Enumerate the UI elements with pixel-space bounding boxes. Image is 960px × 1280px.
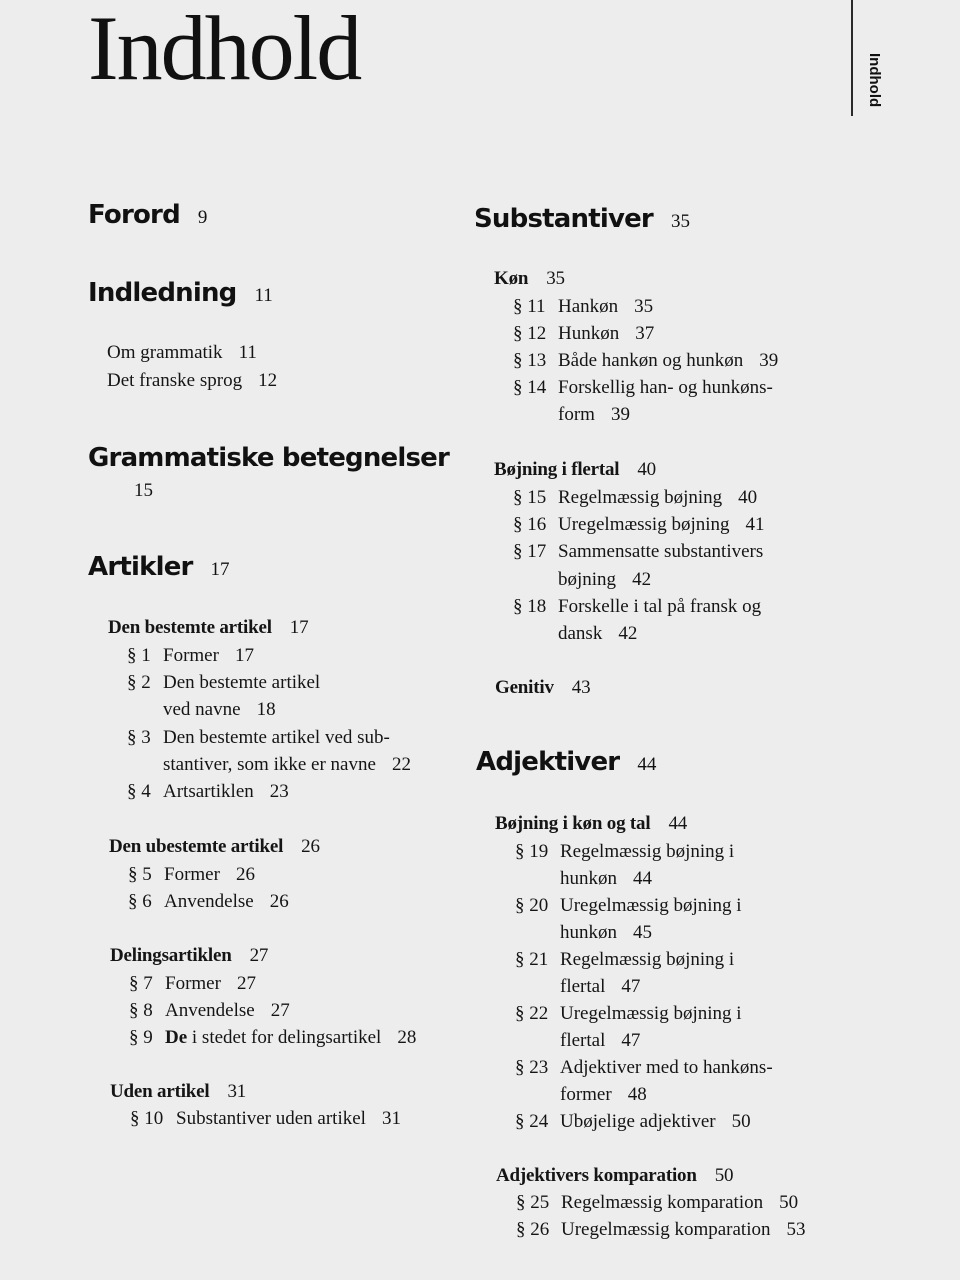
page-number: 18 <box>256 699 276 720</box>
section-kon-og-tal[interactable]: Bøjning i køn og tal 44 <box>495 813 688 834</box>
toc-item[interactable]: § 17 Sammensatte substantivers <box>513 541 764 562</box>
chapter-title: Artikler <box>88 552 193 582</box>
toc-item[interactable]: Om grammatik 11 <box>107 342 257 363</box>
toc-item[interactable]: § 24 Ubøjelige adjektiver 50 <box>515 1111 751 1132</box>
chapter-artikler[interactable] <box>88 552 230 582</box>
page-number: 35 <box>546 268 565 289</box>
page-number: 37 <box>635 323 655 344</box>
chapter-title: Grammatiske betegnelser <box>88 443 450 473</box>
toc-item[interactable]: § 11 Hankøn 35 <box>513 296 654 317</box>
toc-item[interactable]: § 2 Den bestemte artikel <box>127 672 321 693</box>
page-number: 35 <box>634 296 654 317</box>
toc-item-continued: bøjning 42 <box>558 569 652 590</box>
page-number: 9 <box>197 207 208 228</box>
toc-item[interactable]: § 13 Både hankøn og hunkøn 39 <box>513 350 779 371</box>
toc-item[interactable]: § 6 Anvendelse 26 <box>128 891 289 912</box>
page-number: 47 <box>621 976 641 997</box>
page-number: 50 <box>779 1192 799 1213</box>
page-number: 28 <box>397 1027 417 1048</box>
toc-item[interactable]: § 10 Substantiver uden artikel 31 <box>130 1108 401 1129</box>
page-number: 44 <box>668 813 688 834</box>
chapter-title: Adjektiver <box>476 747 620 777</box>
toc-item-continued: stantiver, som ikke er navne 22 <box>163 754 411 775</box>
section-bestemte-artikel[interactable]: Den bestemte artikel 17 <box>108 617 309 638</box>
page-number: 27 <box>236 973 256 994</box>
page-number: 40 <box>637 459 656 480</box>
page-number: 48 <box>627 1084 647 1105</box>
page-number: 50 <box>714 1165 734 1186</box>
toc-item[interactable]: Det franske sprog 12 <box>107 370 278 391</box>
section-kon[interactable]: Køn 35 <box>494 268 565 289</box>
page-number: 26 <box>301 836 320 857</box>
toc-item[interactable]: § 15 Regelmæssig bøjning 40 <box>513 487 758 508</box>
page-number: 27 <box>249 945 269 966</box>
page-number: 50 <box>731 1111 751 1132</box>
page-number: 17 <box>289 617 309 638</box>
page-number: 17 <box>210 559 230 580</box>
page-number: 44 <box>637 754 657 775</box>
page-number: 42 <box>632 569 652 590</box>
page-number: 17 <box>234 645 254 666</box>
page-number: 45 <box>633 922 652 943</box>
page-title: Indhold <box>88 0 361 99</box>
section-delingsartiklen[interactable]: Delingsartiklen 27 <box>110 945 269 966</box>
toc-item-continued: form 39 <box>558 404 630 425</box>
section-ubestemte-artikel[interactable]: Den ubestemte artikel 26 <box>109 836 320 857</box>
toc-item-continued: ved navne 18 <box>163 699 276 720</box>
page-number: 35 <box>670 211 690 232</box>
page-number: 11 <box>254 285 273 306</box>
toc-item[interactable]: § 18 Forskelle i tal på fransk og <box>513 596 762 617</box>
chapter-indledning[interactable] <box>88 278 273 308</box>
toc-item[interactable]: § 20 Uregelmæssig bøjning i <box>515 895 742 916</box>
page-number: 39 <box>610 404 630 425</box>
toc-item[interactable]: § 5 Former 26 <box>128 864 255 885</box>
chapter-forord[interactable] <box>88 200 207 230</box>
page-number: 44 <box>633 868 652 889</box>
toc-item-continued: hunkøn 44 <box>560 868 652 889</box>
section-flertal[interactable]: Bøjning i flertal 40 <box>494 459 656 480</box>
toc-item[interactable]: § 25 Regelmæssig komparation 50 <box>516 1192 799 1213</box>
page-number: 39 <box>759 350 779 371</box>
chapter-title: Indledning <box>88 278 237 308</box>
toc-item[interactable]: § 4 Artsartiklen 23 <box>127 781 289 802</box>
page-number: 31 <box>227 1081 247 1102</box>
chapter-title: Forord <box>88 200 180 230</box>
toc-item[interactable]: § 23 Adjektiver med to hankøns- <box>515 1057 773 1078</box>
toc-item[interactable]: § 9 De i stedet for delingsartikel 28 <box>129 1027 417 1048</box>
page-number: 26 <box>269 891 289 912</box>
toc-item[interactable]: § 26 Uregelmæssig komparation 53 <box>516 1219 806 1240</box>
chapter-title: Substantiver <box>474 204 653 234</box>
page-number: 15 <box>134 480 153 501</box>
page-number: 43 <box>571 677 591 698</box>
toc-item[interactable]: § 14 Forskellig han- og hunkøns- <box>513 377 773 398</box>
toc-item[interactable]: § 1 Former 17 <box>127 645 254 666</box>
toc-item-continued: hunkøn 45 <box>560 922 652 943</box>
section-komparation[interactable]: Adjektivers komparation 50 <box>496 1165 734 1186</box>
page-number: 31 <box>381 1108 401 1129</box>
toc-item[interactable]: § 22 Uregelmæssig bøjning i <box>515 1003 742 1024</box>
toc-item-continued: flertal 47 <box>560 1030 641 1051</box>
page-number: 53 <box>786 1219 806 1240</box>
toc-item[interactable]: § 3 Den bestemte artikel ved sub- <box>127 727 390 748</box>
section-genitiv[interactable]: Genitiv 43 <box>495 677 591 698</box>
page-number: 22 <box>391 754 411 775</box>
page-number: 27 <box>270 1000 290 1021</box>
toc-item[interactable]: § 8 Anvendelse 27 <box>129 1000 290 1021</box>
toc-item-continued: flertal 47 <box>560 976 641 997</box>
toc-item[interactable]: § 19 Regelmæssig bøjning i <box>515 841 735 862</box>
toc-item[interactable]: § 7 Former 27 <box>129 973 256 994</box>
page-number: 26 <box>235 864 255 885</box>
page-number: 11 <box>238 342 257 363</box>
side-tab: Indhold <box>866 53 883 108</box>
chapter-substantiver[interactable] <box>474 204 690 234</box>
page-number: 47 <box>621 1030 641 1051</box>
toc-item[interactable]: § 12 Hunkøn 37 <box>513 323 655 344</box>
toc-item[interactable]: § 21 Regelmæssig bøjning i <box>515 949 735 970</box>
toc-item[interactable]: § 16 Uregelmæssig bøjning 41 <box>513 514 765 535</box>
page-number: 12 <box>258 370 278 391</box>
chapter-betegnelser[interactable] <box>88 443 449 473</box>
toc-item-continued: dansk 42 <box>558 623 638 644</box>
page-number: 40 <box>738 487 758 508</box>
page-number: 41 <box>745 514 765 535</box>
section-uden-artikel[interactable]: Uden artikel 31 <box>110 1081 247 1102</box>
page-number: 42 <box>618 623 638 644</box>
toc-item-continued: former 48 <box>560 1084 647 1105</box>
side-rule <box>851 0 853 116</box>
page-number: 23 <box>269 781 289 802</box>
chapter-adjektiver[interactable] <box>476 747 656 777</box>
